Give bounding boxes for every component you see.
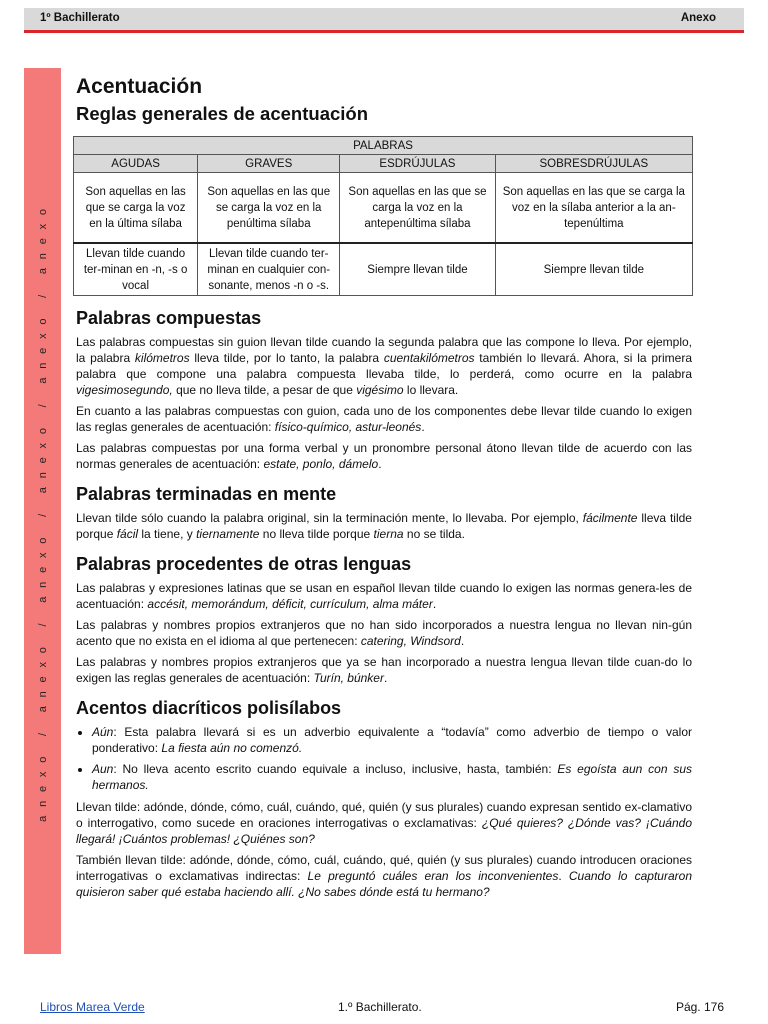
column-header: SOBRESDRÚJULAS xyxy=(495,155,692,173)
table-cell: Son aquellas en las que se carga la voz en la sílaba anterior a la an-tepenúltima xyxy=(495,173,692,244)
section-title-reglas: Reglas generales de acentuación xyxy=(76,103,369,124)
page-header xyxy=(24,8,744,33)
table-cell: Llevan tilde cuando ter-minan en -n, -s o vocal xyxy=(74,243,198,296)
table-cell: Son aquellas en las que se carga la voz en la penúltima sílaba xyxy=(198,173,340,244)
paragraph: Las palabras y expresiones latinas que se usan en español llevan tilde cuando lo exigen las normas genera-les de acentuación: accésit, memorándum, déficit, currículum, alma máter. xyxy=(76,581,692,611)
page-number: Pág. 176 xyxy=(675,1000,724,1014)
table-cell: Siempre llevan tilde xyxy=(340,243,495,296)
accent-rules-table xyxy=(73,136,693,296)
header-course: 1º Bachillerato xyxy=(40,12,120,24)
side-strip xyxy=(24,68,61,954)
header-section: Anexo xyxy=(680,12,716,24)
column-header: GRAVES xyxy=(198,155,340,173)
paragraph: Llevan tilde: adónde, dónde, cómo, cuál, cuándo, qué, quién (y sus plurales) cuando expresan sentido ex-clamativo o interrogativo, como sucede en oraciones interrogativas o exclamativas: ¿Qué quieres? ¿Dónde vas? ¡Cuándo llegará! ¡Cuántos problemas! ¿Quiénes son? xyxy=(76,800,692,846)
paragraph: Las palabras y nombres propios extranjeros que no han sido incorporados a nuestra lengua no llevan nin-gún acento que no exista en el idioma al que pertenecen: catering, Windsord. xyxy=(76,618,692,648)
table-row xyxy=(74,173,693,244)
page-content xyxy=(76,74,692,905)
section-heading-diacriticos: Acentos diacríticos polisílabos xyxy=(76,698,342,718)
page-title: Acentuación xyxy=(76,75,203,98)
table-cell: Son aquellas en las que se carga la voz en la antepenúltima sílaba xyxy=(340,173,495,244)
paragraph: En cuanto a las palabras compuestas con guion, cada uno de los componentes debe llevar tilde cuando lo exigen las reglas generales de acentuación: físico-químico, astur-leonés. xyxy=(76,404,692,434)
section-heading-compuestas: Palabras compuestas xyxy=(76,308,262,328)
footer-link[interactable]: Libros Marea Verde xyxy=(40,1000,145,1014)
paragraph: Las palabras compuestas por una forma verbal y un pronombre personal átono llevan tilde de acuerdo con las normas generales de acentuación: estate, ponlo, dámelo. xyxy=(76,441,692,471)
table-row xyxy=(74,243,693,296)
column-header: AGUDAS xyxy=(74,155,198,173)
paragraph: Las palabras compuestas sin guion llevan tilde cuando la segunda palabra que las compone lo lleva. Por ejemplo, la palabra kilómetros lleva tilde, por lo tanto, la palabra cuentakilómetros también lo llevará. Ahora, si la primera palabra que compone una palabra compuesta llevaba tilde, lo perderá, como ocurre en la palabra vigesimosegundo, que no lleva tilde, a pesar de que vigésimo lo llevara. xyxy=(76,335,692,397)
paragraph: También llevan tilde: adónde, dónde, cómo, cuál, cuándo, qué, quién (y sus plurales) cuando introducen oraciones interrogativas o exclamativas indirectas: Le preguntó cuáles eran los inconvenientes. Cuando lo capturaron quisieron saber qué estaba haciendo allí. ¿No sabes dónde está tu hermano? xyxy=(76,853,692,899)
bullet-list xyxy=(76,724,692,793)
section-heading-otras-lenguas: Palabras procedentes de otras lenguas xyxy=(76,554,412,574)
list-item: • Aun: No lleva acento escrito cuando equivale a incluso, inclusive, hasta, también: Es egoísta aun con sus hermanos. xyxy=(92,761,692,793)
paragraph: Llevan tilde sólo cuando la palabra original, sin la terminación mente, lo llevaba. Por ejemplo, fácilmente lleva tilde porque fácil la tiene, y tiernamente no lleva tilde porque tierna no se tilda. xyxy=(76,511,692,541)
table-cell: Son aquellas en las que se carga la voz en la última sílaba xyxy=(74,173,198,244)
list-item: • Aún: Esta palabra llevará si es un adverbio equivalente a “todavía” como adverbio de tiempo o valor ponderativo: La fiesta aún no comenzó. xyxy=(92,724,692,756)
paragraph: Las palabras y nombres propios extranjeros que ya se han incorporado a nuestra lengua llevan tilde cuan-do lo exigen las reglas generales de acentuación: Turín, búnker. xyxy=(76,655,692,685)
table-cell: Llevan tilde cuando ter-minan en cualquier con-sonante, menos -n o -s. xyxy=(198,243,340,296)
table-cell: Siempre llevan tilde xyxy=(495,243,692,296)
side-strip-text: anexo / anexo / anexo / anexo / anexo / anexo xyxy=(36,200,49,822)
column-header: ESDRÚJULAS xyxy=(340,155,495,173)
page-footer xyxy=(40,1000,728,1018)
section-heading-mente: Palabras terminadas en mente xyxy=(76,484,337,504)
table-caption: PALABRAS xyxy=(74,137,693,155)
footer-course: 1.º Bachillerato. xyxy=(338,1000,422,1014)
